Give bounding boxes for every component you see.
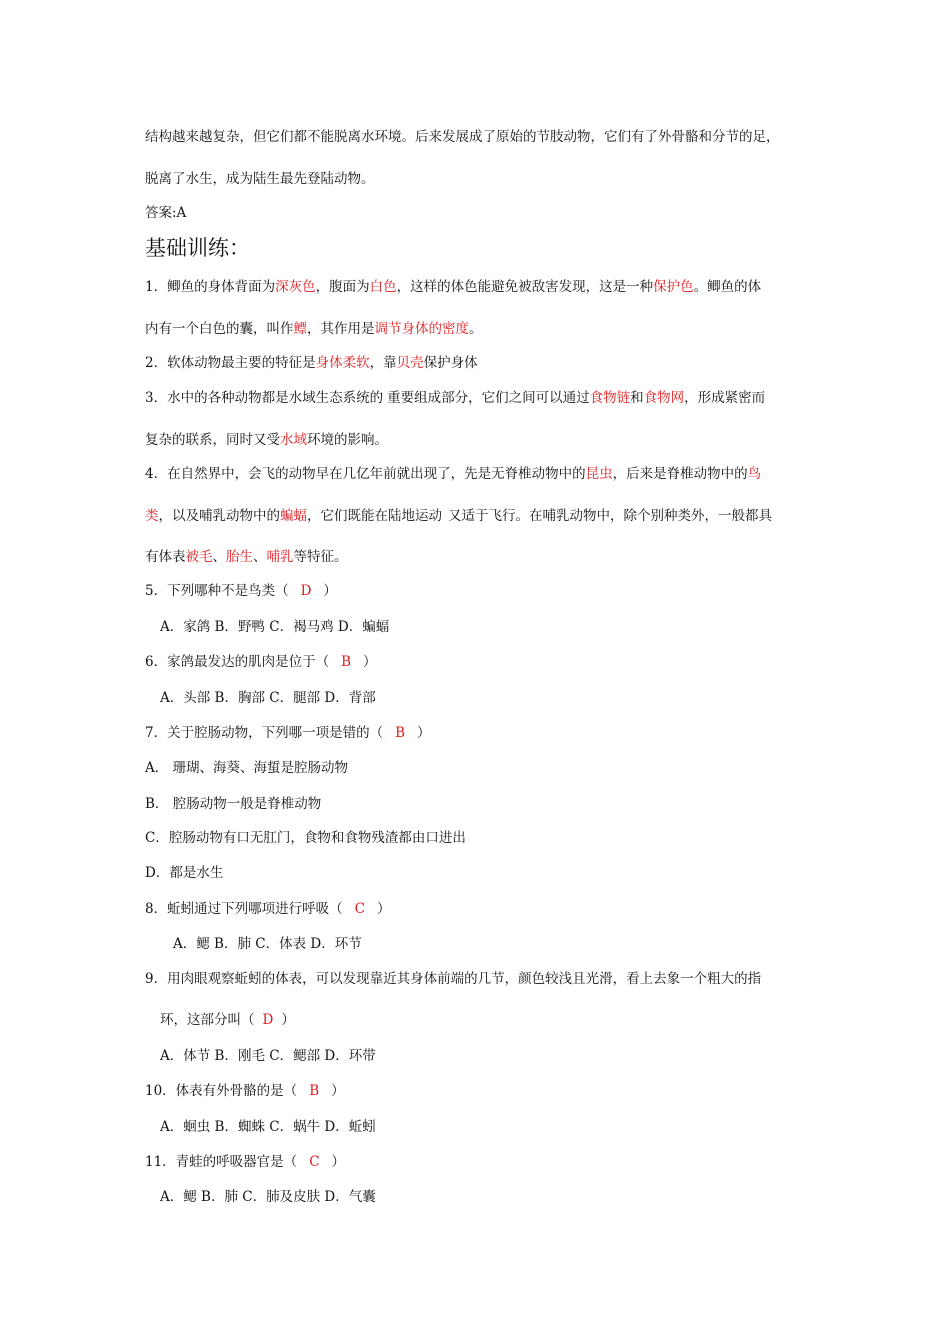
answer-text: 水域 <box>280 432 307 448</box>
text: 11．青蛙的呼吸器官是（ <box>145 1154 298 1170</box>
answer-text: 蝙蝠 <box>280 508 307 524</box>
question-3-line-1 <box>145 389 815 407</box>
text: 、 <box>253 549 267 565</box>
text: 保护身体 <box>423 355 478 371</box>
text: 又适于飞行。在哺乳动物中，除个别种类外，一般都具 <box>448 508 772 524</box>
question-7-option-d: D．都是水生 <box>145 865 224 881</box>
text: ） <box>376 901 391 917</box>
text: ，以及哺乳动物中的 <box>158 508 280 524</box>
answer-text: D <box>300 583 312 599</box>
text: ，腹面为 <box>315 279 370 295</box>
answer-text: B <box>341 654 352 670</box>
question-6 <box>145 653 815 671</box>
answer-text: 身体柔软 <box>315 355 370 371</box>
question-4-line-3 <box>145 548 815 566</box>
question-8-options: A．鳃 B．肺 C．体表 D．环节 <box>173 936 362 952</box>
section-title: 基础训练： <box>145 236 250 260</box>
text: 5．下列哪种不是鸟类（ <box>145 583 289 599</box>
text: 2．软体动物最主要的特征是 <box>145 355 316 371</box>
text: 6．家鸽最发达的肌肉是位于（ <box>145 654 330 670</box>
text: ） <box>331 1083 345 1099</box>
text: ） <box>331 1154 346 1170</box>
question-4-line-2 <box>145 507 815 525</box>
question-1-line-2 <box>145 320 815 338</box>
text: 环，这部分叫（ <box>160 1012 255 1028</box>
text: ，它们既能在陆地运动 <box>307 508 442 524</box>
answer-text: D <box>262 1012 274 1028</box>
text: 重要组成部分，它们之间可以通过 <box>387 390 590 406</box>
answer-text: 哺乳 <box>266 549 294 565</box>
text: ，这样的体色能避免被敌害发现，这是一种 <box>396 279 654 295</box>
answer-text: C <box>309 1154 320 1170</box>
text: 8．蚯蚓通过下列哪项进行呼吸（ <box>145 901 343 917</box>
answer-text: 贝壳 <box>396 355 424 371</box>
answer-text: 白色 <box>369 279 397 295</box>
text: ） <box>417 725 431 741</box>
answer-text: 胎生 <box>226 549 253 565</box>
text: 内有一个白色的囊，叫作 <box>145 321 294 337</box>
question-3-line-2 <box>145 431 815 449</box>
text: 复杂的联系，同时又受 <box>145 432 280 448</box>
text: 。鲫鱼的体 <box>693 279 762 295</box>
question-10-options: A．蛔虫 B．蜘蛛 C．蜗牛 D．蚯蚓 <box>160 1119 376 1135</box>
text: ，后来是脊椎动物中的 <box>612 466 748 482</box>
answer-text: 类 <box>145 508 159 524</box>
text: 、 <box>212 549 226 565</box>
answer-text: 保护色 <box>653 279 694 295</box>
question-7-option-c: C．腔肠动物有口无肛门，食物和食物残渣都由口进出 <box>145 830 466 846</box>
answer-text: 食物链 <box>589 390 631 406</box>
question-7-option-b: B． 腔肠动物一般是脊椎动物 <box>145 796 322 812</box>
text: 1．鲫鱼的身体背面为 <box>145 279 276 295</box>
text: 有体表 <box>145 549 186 565</box>
question-10 <box>145 1082 815 1100</box>
text: ，形成紧密而 <box>684 390 766 406</box>
answer-text: 深灰色 <box>275 279 316 295</box>
text: 。 <box>469 321 483 337</box>
answer-text: 食物网 <box>643 390 685 406</box>
question-7 <box>145 724 815 742</box>
text: ） <box>323 583 337 599</box>
question-7-option-a: A． 珊瑚、海葵、海蜇是腔肠动物 <box>145 760 349 776</box>
text: ，靠 <box>369 355 397 371</box>
question-2 <box>145 354 815 372</box>
question-9-line-2 <box>160 1011 830 1029</box>
question-5 <box>145 582 815 600</box>
text: 和 <box>630 390 644 406</box>
question-6-options: A．头部 B．胸部 C．腿部 D．背部 <box>160 690 376 706</box>
text: 7．关于腔肠动物，下列哪一项是错的（ <box>145 725 384 741</box>
text: ，其作用是 <box>307 321 375 337</box>
question-9-options: A．体节 B．刚毛 C．鳃部 D．环带 <box>160 1048 376 1064</box>
answer-text: 调节身体的密度 <box>374 321 469 337</box>
intro-line-2: 脱离了水生，成为陆生最先登陆动物。 <box>145 171 375 187</box>
answer-text: B <box>309 1083 320 1099</box>
question-4-line-1 <box>145 465 815 483</box>
question-11 <box>145 1153 815 1171</box>
answer-text: 被毛 <box>185 549 213 565</box>
intro-answer: 答案:A <box>145 205 187 221</box>
answer-text: 鸟 <box>747 466 762 482</box>
answer-text: 鳔 <box>293 321 307 337</box>
text: ） <box>281 1012 295 1028</box>
intro-line-1: 结构越来越复杂，但它们都不能脱离水环境。后来发展成了原始的节肢动物，它们有了外骨骼和分节的足， <box>145 129 780 145</box>
answer-text: C <box>354 901 365 917</box>
question-8 <box>145 900 815 918</box>
text: 3．水中的各种动物都是水域生态系统的 <box>145 390 384 406</box>
text: ） <box>363 654 377 670</box>
question-11-options: A．鳃 B．肺 C．肺及皮肤 D．气囊 <box>160 1189 376 1205</box>
question-9-line-1: 9．用肉眼观察蚯蚓的体表，可以发现靠近其身体前端的几节，颜色较浅且光滑，看上去象一个粗大的指 <box>145 971 762 987</box>
text: 4．在自然界中，会飞的动物早在几亿年前就出现了，先是无脊椎动物中的 <box>145 466 586 482</box>
text: 环境的影响。 <box>307 432 388 448</box>
answer-text: B <box>395 725 406 741</box>
question-5-options: A．家鸽 B．野鸭 C．褐马鸡 D．蝙蝠 <box>160 619 390 635</box>
text: 10．体表有外骨骼的是（ <box>145 1083 298 1099</box>
text: 等特征。 <box>293 549 348 565</box>
question-1-line-1 <box>145 278 815 296</box>
answer-text: 昆虫 <box>585 466 613 482</box>
